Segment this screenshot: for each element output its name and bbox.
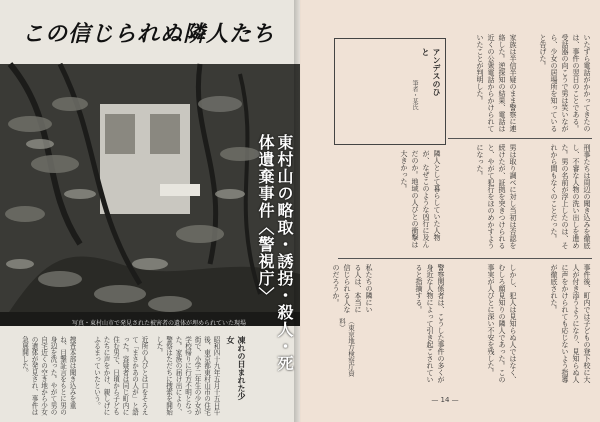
page-headline: この信じられぬ隣人たち [22, 20, 276, 47]
right-column-8: 警察関係者は、こうした事件の多くが身近な人物によって引き起こされていると指摘する。 [415, 264, 445, 383]
sidebar-box-title: アンデスのひと [421, 48, 441, 96]
left-column-1: 昭和四十九年五月十五日午後、東京都東村山市の住宅街で、小学二年生の少女が学校帰りに行方不明となった。家族の届け出により、警察はただちに捜索を開始した。 [155, 336, 220, 416]
left-section-heading: 凍れの日まれた少女 [226, 336, 246, 400]
left-column-3: 捜査本部は聞き込みを重ね、目撃証言をもとに男の身辺を洗った。やがて男の自宅近くの空き地から少女の遺体が発見され、事件は急展開した。 [20, 336, 76, 416]
page-gutter [294, 0, 306, 422]
right-column-6: 事件後、町内では子どもの登下校に大人が付き添うようになり、見知らぬ人に声をかけられても応じないよう指導が徹底された。 [550, 264, 591, 383]
left-column-2: 近所の人びとは口をそろえて「まさかあの人が」と語った。容疑者は同じ町内に住む男で、日頃から子どもたちに声をかけ、親しげにふるまっていたという。 [92, 336, 148, 416]
right-column-2: 家族は半信半疑のまま警察に連絡した。逆探知の結果、電話は近くの公衆電話からかけられていたことが判明した。 [476, 34, 517, 132]
page-number: — 14 — [431, 396, 459, 404]
photo-overlay-title: 東村山の略取・誘拐・殺人・死体遺棄事件〈警視庁〉 [256, 134, 294, 372]
right-column-1: いたずら電話がかかってきたのは、事件の翌日のことである。受話器の向こうで男は笑いながら、少女の居場所を知っていると告げた。 [539, 34, 591, 132]
right-column-3: 刑事たちは周辺の聞き込みを徹底し、不審な人物の洗い出しを進めた。男の名前が浮上したのは、それから間もなくのことだった。 [550, 144, 591, 249]
right-column-7: しかし、犯人は見知らぬ人ではなく、むしろ顔見知りの隣人であった。この事実が人びとに深い不安を残した。 [487, 264, 517, 383]
source-citation: （東京地方検察庁資料） [338, 318, 355, 377]
right-column-4: 男は取り調べに対し当初は否認を続けたが、証拠を突きつけられると、やがて犯行をほのめかすようになった。 [476, 144, 517, 249]
right-column-5: 隣人として暮らしていた人物が、なぜこのような凶行に及んだのか。地域の人びとの衝撃は大きかった。 [400, 150, 441, 248]
column-rule-1 [448, 138, 592, 139]
right-column-9: 私たちの隣にいる人は、本当に信じられる人なのだろうか。 [332, 264, 373, 313]
column-rule-2 [338, 258, 592, 259]
sidebar-box-author: 筆者・某氏 [411, 80, 418, 110]
photo-caption: 写真・東村山市で発見された被害者の遺体が埋められていた現場 [72, 320, 247, 327]
